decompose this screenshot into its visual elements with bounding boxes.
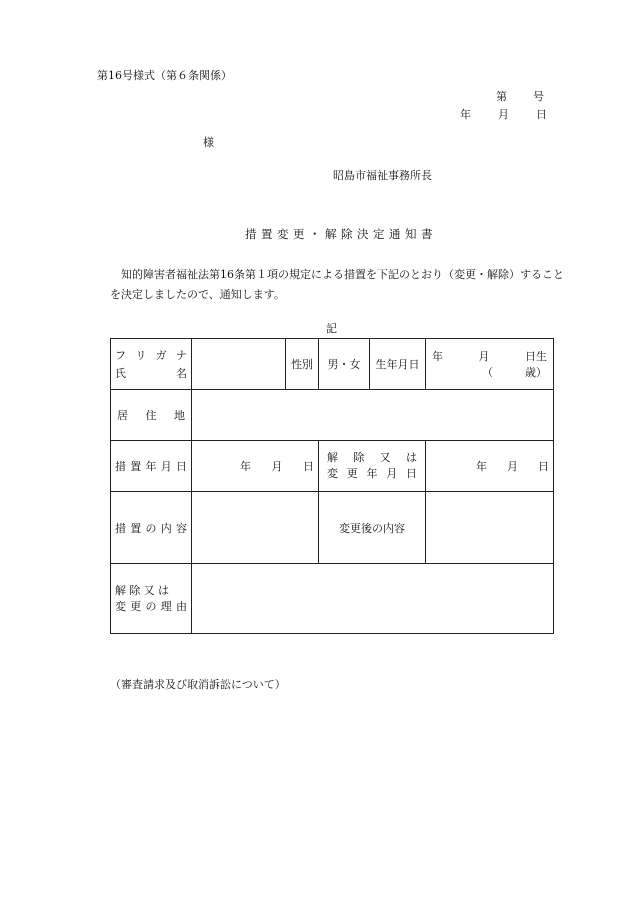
measure-content-value[interactable] xyxy=(192,492,319,564)
table-row-name xyxy=(111,339,554,390)
body-text: 知的障害者福祉法第16条第１項の規定による措置を下記のとおり（変更・解除）することを決定しましたので、通知します。 xyxy=(110,268,564,301)
name-label-cell xyxy=(111,339,192,390)
name-label xyxy=(115,365,187,381)
date-nen: 年 xyxy=(460,108,471,121)
label-char: 容 xyxy=(176,521,187,535)
age-close: 歳） xyxy=(525,366,547,379)
reason-label-cell xyxy=(111,564,192,634)
residence-value[interactable] xyxy=(192,390,554,441)
release-change-date-value[interactable] xyxy=(426,441,554,492)
after-change-content-label: 変更後の内容 xyxy=(319,492,426,564)
furigana-label xyxy=(115,347,187,363)
gender-label: 性別 xyxy=(286,339,319,390)
label-char: 解 xyxy=(115,583,126,597)
furigana-char: ナ xyxy=(175,349,187,362)
label-char: は xyxy=(157,583,169,597)
label-char: 理 xyxy=(160,599,172,613)
measure-content-label xyxy=(115,520,187,536)
number-gou: 号 xyxy=(533,90,544,103)
date-hi: 日 xyxy=(538,460,549,473)
gender-value[interactable]: 男・女 xyxy=(319,339,370,390)
birth-nen: 年 xyxy=(432,350,443,363)
label-char: 置 xyxy=(130,460,142,473)
name-char: 名 xyxy=(176,367,187,380)
label-char: は xyxy=(405,451,417,464)
label-char: 由 xyxy=(176,599,187,613)
name-char: 氏 xyxy=(115,367,126,380)
date-nen: 年 xyxy=(476,460,487,473)
measure-date-label-cell xyxy=(111,441,192,492)
birthdate-label: 生年月日 xyxy=(370,339,426,390)
issuer: 昭島市福祉事務所長 xyxy=(333,169,432,182)
release-change-label-line1 xyxy=(323,450,421,466)
label-char: 解 xyxy=(327,451,338,464)
label-char: の xyxy=(145,521,157,535)
furigana-char: ガ xyxy=(155,349,167,362)
date-nen: 年 xyxy=(240,460,251,473)
reason-value[interactable] xyxy=(192,564,554,634)
record-table xyxy=(110,338,554,634)
date-tsuki: 月 xyxy=(271,460,283,473)
birth-tsuki: 月 xyxy=(478,350,490,363)
form-id: 第16号様式（第６条関係） xyxy=(97,69,232,82)
label-char: 又 xyxy=(143,583,155,597)
furigana-char: リ xyxy=(135,349,147,362)
label-char: 措 xyxy=(115,460,126,473)
label-char: 内 xyxy=(160,521,172,535)
footnote: （審査請求及び取消訴訟について） xyxy=(110,678,286,691)
number-dai: 第 xyxy=(496,90,507,103)
date-hi: 日 xyxy=(536,108,547,121)
label-char: 又 xyxy=(379,451,391,464)
label-char: 月 xyxy=(160,460,172,473)
residence-label-cell xyxy=(111,390,192,441)
label-char: 除 xyxy=(129,583,141,597)
date-tsuki: 月 xyxy=(507,460,518,473)
table-row-residence xyxy=(111,390,554,441)
measure-date-label xyxy=(115,458,187,474)
record-mark: 記 xyxy=(326,322,337,335)
birth-hi: 日生 xyxy=(525,350,547,363)
label-char: 月 xyxy=(386,467,398,480)
birthdate-value[interactable] xyxy=(426,339,554,390)
label-char: 変 xyxy=(327,467,338,480)
label-char: 年 xyxy=(145,460,157,473)
name-value-cell[interactable] xyxy=(192,339,286,390)
after-change-content-value[interactable] xyxy=(426,492,554,564)
residence-char: 地 xyxy=(174,409,185,422)
age-open: （ xyxy=(482,366,493,379)
label-char: 更 xyxy=(346,467,358,480)
document-date-line xyxy=(460,106,547,122)
label-char: の xyxy=(145,599,157,613)
label-char: 更 xyxy=(130,599,142,613)
furigana-char: フ xyxy=(115,349,126,362)
label-char: 置 xyxy=(130,521,142,535)
label-char: 日 xyxy=(406,467,417,480)
date-tsuki: 月 xyxy=(498,108,509,121)
label-char: 除 xyxy=(353,451,365,464)
measure-content-label-cell xyxy=(111,492,192,564)
residence-char: 居 xyxy=(117,409,128,422)
reason-label-line1 xyxy=(115,583,187,599)
release-change-label-line2 xyxy=(323,466,421,482)
label-char: 年 xyxy=(366,467,378,480)
residence-label xyxy=(115,407,187,423)
table-row-content xyxy=(111,492,554,564)
measure-date-value[interactable] xyxy=(192,441,319,492)
residence-char: 住 xyxy=(145,409,157,422)
document-number-line xyxy=(496,88,544,104)
label-char: 措 xyxy=(115,521,126,535)
document-title: 措置変更・解除決定通知書 xyxy=(245,227,437,241)
release-change-date-label-cell xyxy=(319,441,426,492)
table-row-dates xyxy=(111,441,554,492)
label-char: 変 xyxy=(115,599,126,613)
addressee-suffix: 様 xyxy=(203,136,214,149)
table-row-reason xyxy=(111,564,554,634)
reason-label-line2 xyxy=(115,599,187,615)
label-char: 日 xyxy=(176,460,187,473)
date-hi: 日 xyxy=(303,460,314,473)
